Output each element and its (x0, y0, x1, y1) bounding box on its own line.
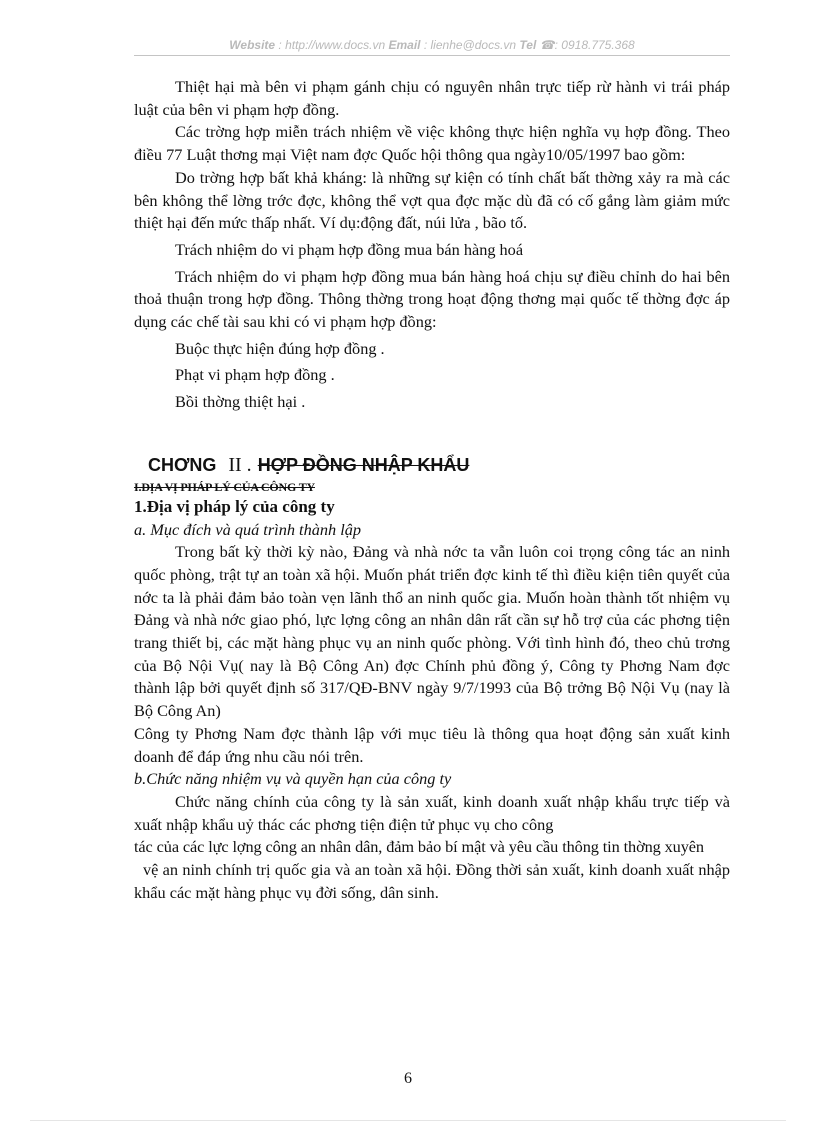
chapter-title: HỢP ĐỒNG NHẬP KHẨU (257, 454, 470, 475)
list-item: Bồi thờng thiệt hại . (175, 392, 306, 412)
footer-divider (30, 1120, 786, 1121)
paragraph: Trách nhiệm do vi phạm hợp đồng mua bán hàng hoá chịu sự điều chỉnh do hai bên thoả thuận trong hợp đồng. Thông thờng trong hoạt động thơng mại quốc tế thờng đợc áp dụng các chế tài sau khi có vi phạm hợp đồng: (134, 266, 730, 332)
paragraph: Công ty Phơng Nam đợc thành lập với mục tiêu là thông qua hoạt động sản xuất kinh doanh để đáp ứng nhu cầu nói trên. (134, 723, 730, 766)
spacer (134, 414, 730, 450)
page-number: 6 (404, 1070, 412, 1087)
heading-a: a. Mục đích và quá trình thành lập (134, 519, 362, 539)
website-label: Website (229, 38, 276, 52)
email-address[interactable]: : lienhe@docs.vn (423, 38, 517, 52)
tel-label: Tel (519, 38, 537, 52)
paragraph: Trong bất kỳ thời kỳ nào, Đảng và nhà nớc ta vẫn luôn coi trọng công tác an ninh quốc phòng, trật tự an toàn xã hội. Muốn phát triển đợc kinh tế thì điều kiện tiên quyết của nớc ta là phải đảm bảo toàn vẹn lãnh thổ an ninh quốc gia. Muốn hoàn thành tốt nhiệm vụ Đảng và nhà nớc giao phó, lực lợng công an nhân dân rất cần sự hỗ trợ của các phơng tiện trang thiết bị, các mặt hàng phục vụ an ninh quốc phòng. Với tình hình đó, theo chủ trơng của Bộ Nội Vụ( nay là Bộ Công An) đợc Chính phủ đồng ý, Công ty Phơng Nam đợc thành lập bởi quyết định số 317/QĐ-BNV ngày 9/7/1993 của Bộ trởng Bộ Nội Vụ (nay là Bộ Công An) (134, 542, 730, 721)
tel-number: : 0918.775.368 (554, 38, 635, 52)
paragraph: Các trờng hợp miễn trách nhiệm về việc không thực hiện nghĩa vụ hợp đồng. Theo điều 77 Luật thơng mại Việt nam đợc Quốc hội thông qua ngày10/05/1997 bao gồm: (134, 122, 730, 165)
paragraph: vệ an ninh chính trị quốc gia và an toàn xã hội. Đồng thời sản xuất, kinh doanh xuất nhập khẩu các mặt hàng phục vụ đời sống, dân sinh. (134, 860, 730, 902)
document-body (134, 76, 730, 905)
paragraph: Thiệt hại mà bên vi phạm gánh chịu có nguyên nhân trực tiếp rừ hành vi trái pháp luật của bên vi phạm hợp đồng. (134, 77, 730, 119)
phone-icon: ☎ (539, 38, 555, 52)
paragraph: Chức năng chính của công ty là sản xuất, kinh doanh xuất nhập khẩu trực tiếp và xuất nhập khẩu uỷ thác các phơng tiện điện tử phục vụ cho công (134, 791, 730, 834)
subsection-heading: 1.Địa vị pháp lý của công ty (134, 496, 335, 516)
page-header (134, 38, 730, 56)
chapter-word: CHƠNG (148, 454, 217, 475)
chapter-heading (148, 452, 730, 478)
list-item: Buộc thực hiện đúng hợp đồng . (175, 338, 385, 358)
paragraph-overflow-line: tác của các lực lợng công an nhân dân, đảm bảo bí mật và yêu cầu thông tin thờng xuyên (134, 837, 704, 857)
website-url[interactable]: : http://www.docs.vn (278, 38, 386, 52)
email-label: Email (388, 38, 421, 52)
section-heading: I.ĐỊA VỊ PHÁP LÝ CỦA CÔNG TY (134, 479, 315, 494)
paragraph: Trách nhiệm do vi phạm hợp đồng mua bán hàng hoá (175, 239, 524, 259)
heading-b: b.Chức năng nhiệm vụ và quyền hạn của công ty (134, 769, 452, 789)
list-item: Phạt vi phạm hợp đồng . (175, 365, 335, 385)
chapter-number: II . (228, 453, 252, 476)
paragraph: Do trờng hợp bất khả kháng: là những sự kiện có tính chất bất thờng xảy ra mà các bên không thể lờng trớc đợc, không thể vợt qua đợc mặc dù đã có cố gắng làm giảm mức thiệt hại đến mức thấp nhất. Ví dụ:động đất, núi lửa , bão tố. (134, 167, 730, 233)
